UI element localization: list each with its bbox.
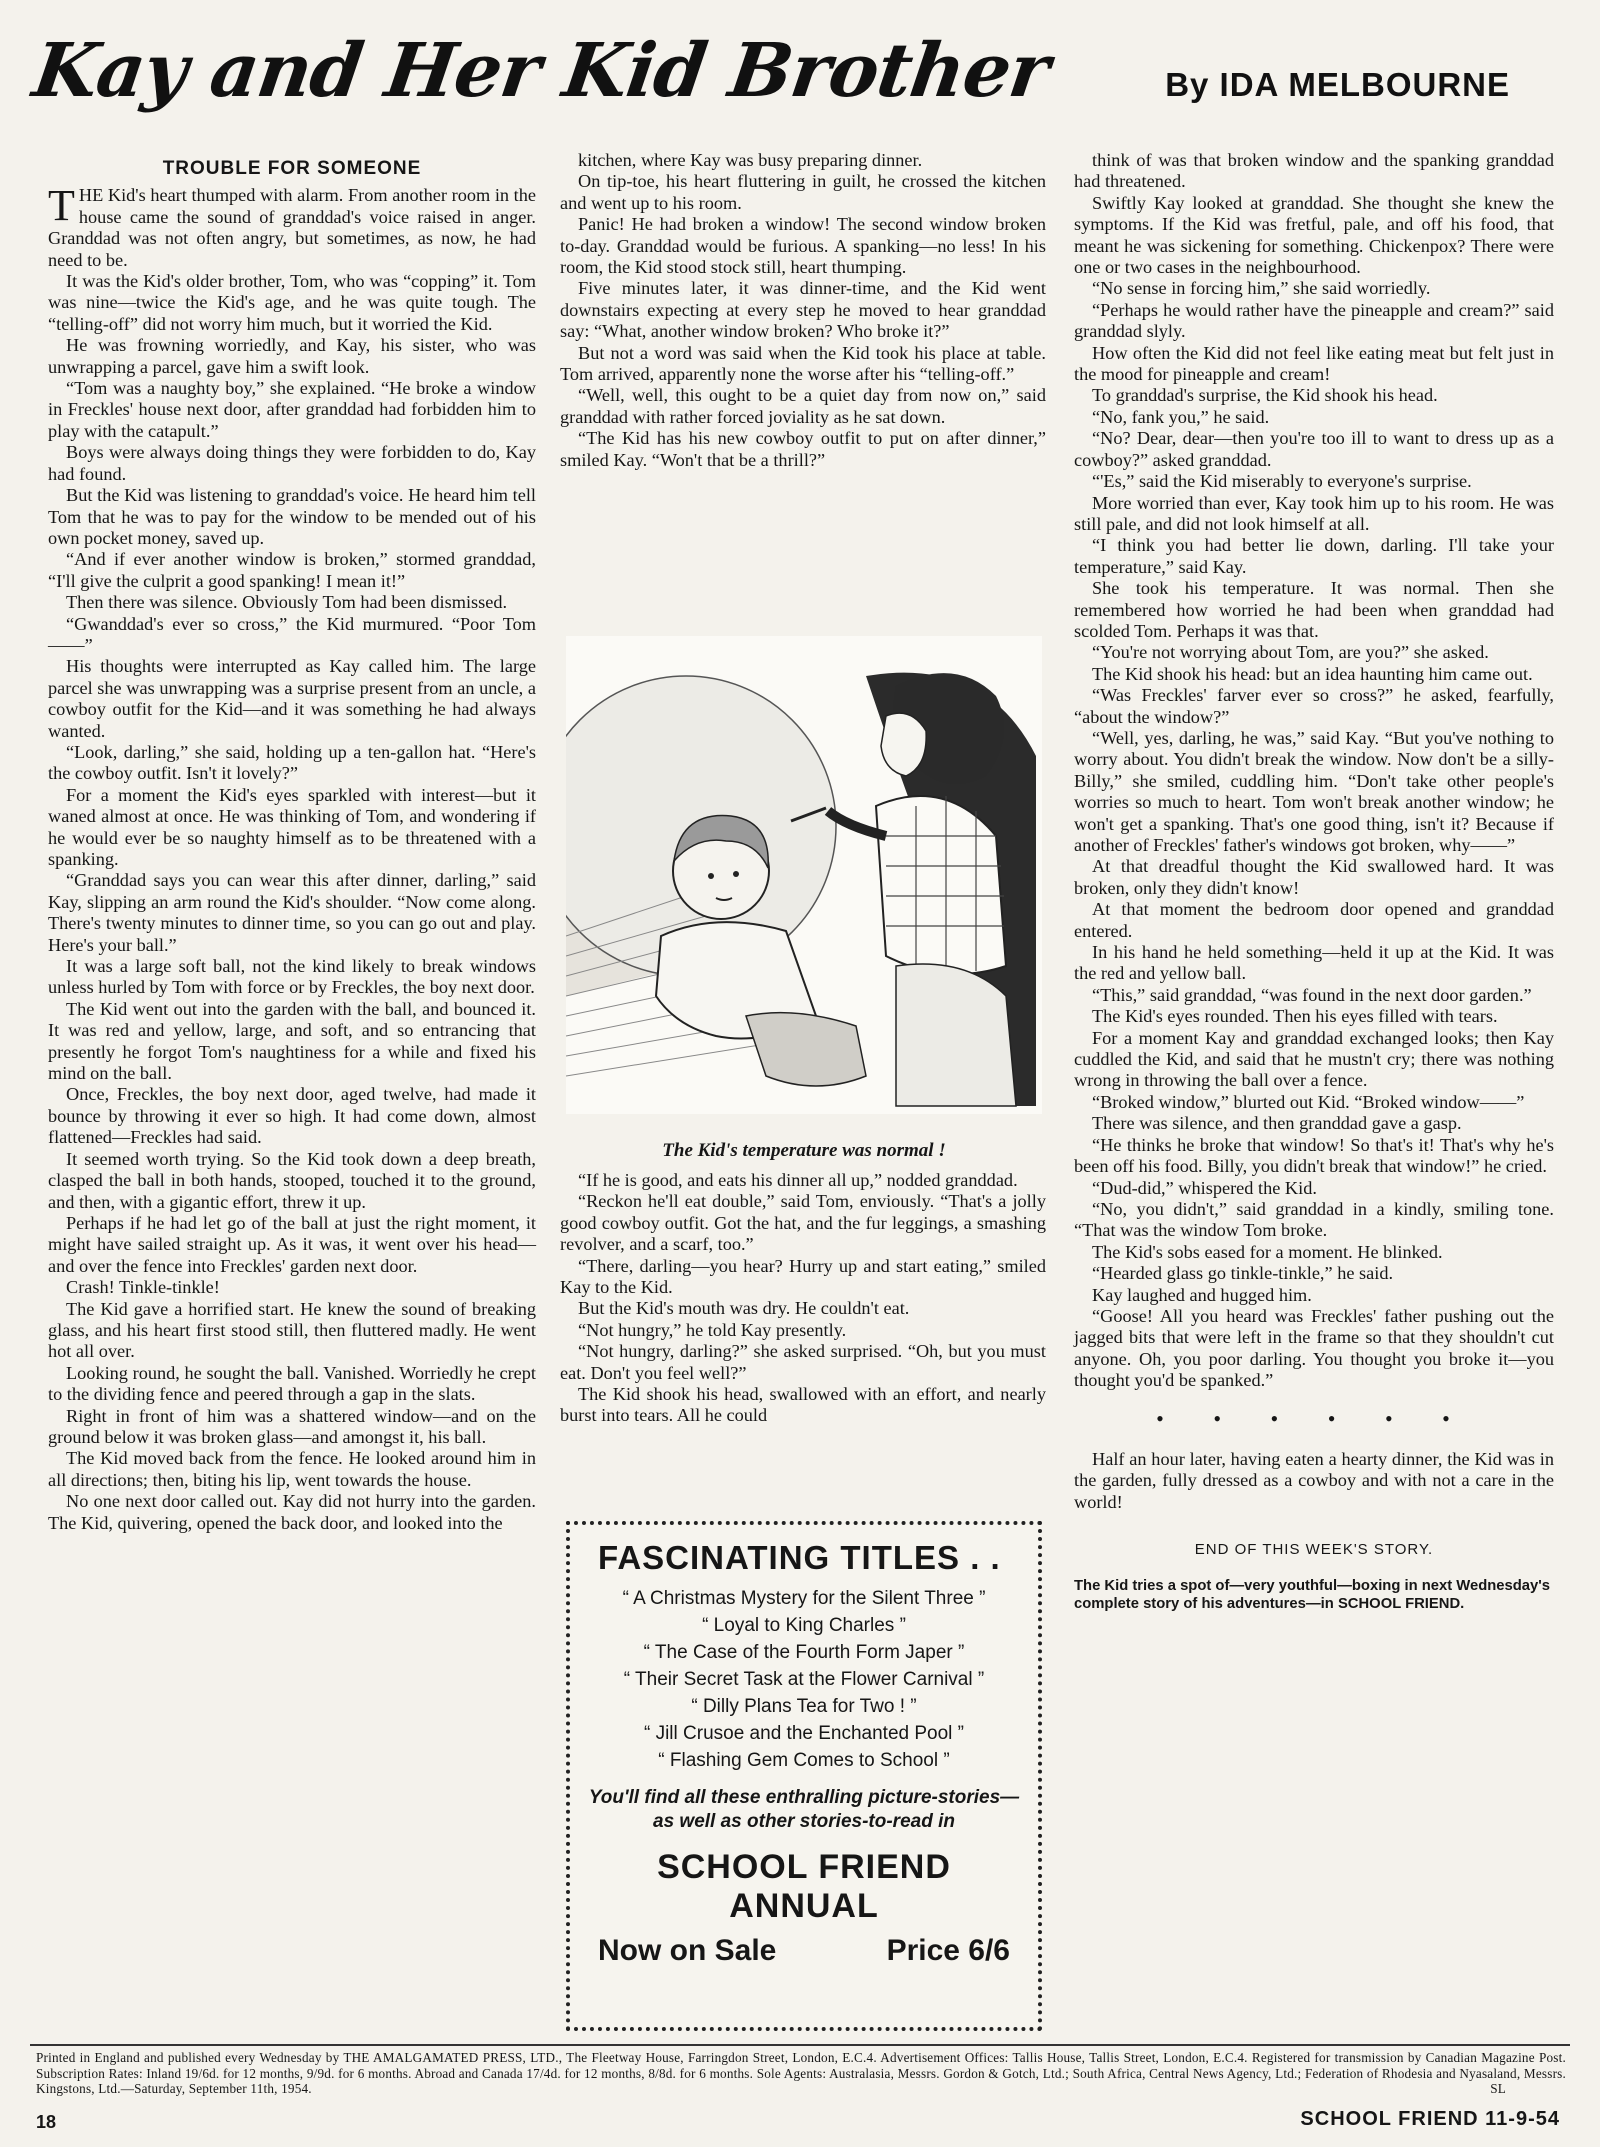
advert-title-item: “ A Christmas Mystery for the Silent Three ” <box>622 1588 986 1609</box>
paragraph: “Look, darling,” she said, holding up a ten-gallon hat. “Here's the cowboy outfit. Isn't it lovely?” <box>48 741 536 784</box>
paragraph: think of was that broken window and the spanking granddad had threatened. <box>1074 150 1554 192</box>
advert-title-item: “ Their Secret Task at the Flower Carnival ” <box>623 1669 985 1690</box>
paragraph: No one next door called out. Kay did not hurry into the garden. The Kid, quivering, opened the back door, and looked into the <box>48 1491 536 1533</box>
paragraph: In his hand he held something—held it up at the Kid. It was the red and yellow ball. <box>1074 942 1554 984</box>
paragraph: The Kid shook his head, swallowed with an effort, and nearly burst into tears. All he could <box>560 1384 1046 1426</box>
paragraph: At that dreadful thought the Kid swallowed hard. It was broken, only they didn't know! <box>1074 856 1554 898</box>
author-byline: By IDA MELBOURNE <box>1165 66 1510 103</box>
paragraph: “Gwanddad's ever so cross,” the Kid murmured. “Poor Tom——” <box>48 613 536 655</box>
paragraph: “Not hungry,” he told Kay presently. <box>578 1319 847 1340</box>
advert-price: Price 6/6 <box>886 1934 1010 1967</box>
paragraph: The Kid's sobs eased for a moment. He blinked. <box>1092 1241 1443 1262</box>
paragraph: “Hearded glass go tinkle-tinkle,” he said. <box>1092 1263 1394 1284</box>
paragraph: “Tom was a naughty boy,” she explained. “He broke a window in Freckles' house next door, after granddad had forbidden him to play with the catapult.” <box>48 378 536 441</box>
paragraph: To granddad's surprise, the Kid shook his head. <box>1092 385 1438 406</box>
final-paragraph: Half an hour later, having eaten a hearty dinner, the Kid was in the garden, fully dressed as a cowboy and with not a care in the world! <box>1074 1448 1554 1512</box>
paragraph: Right in front of him was a shattered window—and on the ground below it was broken glass—and amongst it, his ball. <box>48 1405 536 1447</box>
paragraph: Crash! Tinkle-tinkle! <box>66 1277 220 1298</box>
advert-heading: FASCINATING TITLES . . <box>598 1539 1001 1576</box>
paragraph: More worried than ever, Kay took him up to his room. He was still pale, and did not look himself at all. <box>1074 492 1554 534</box>
column-1 <box>48 150 536 1534</box>
advert-title-item: “ Loyal to King Charles ” <box>702 1615 906 1636</box>
paragraph: “Broked window,” blurted out Kid. “Broked window——” <box>1092 1091 1525 1112</box>
paragraph: “Reckon he'll eat double,” said Tom, enviously. “That's a jolly good cowboy outfit. Got the hat, and the fur leggings, a smashing revolver, and a scarf, too.” <box>560 1191 1046 1255</box>
paragraph: “No sense in forcing him,” she said worriedly. <box>1092 278 1431 299</box>
section-heading: TROUBLE FOR SOMEONE <box>162 158 422 179</box>
next-week-teaser: The Kid tries a spot of—very youthful—boxing in next Wednesday's complete story of his adventures—in SCHOOL FRIEND. <box>1074 1577 1550 1612</box>
paragraph: Then there was silence. Obviously Tom had been dismissed. <box>66 592 508 613</box>
paragraph: “The Kid has his new cowboy outfit to put on after dinner,” smiled Kay. “Won't that be a thrill?” <box>560 428 1046 470</box>
column-2-continued <box>560 1170 1046 1427</box>
paragraph: “I think you had better lie down, darling. I'll take your temperature,” said Kay. <box>1074 535 1554 577</box>
paragraph: “No? Dear, dear—then you're too ill to want to dress up as a cowboy?” asked granddad. <box>1074 428 1554 470</box>
paragraph: “You're not worrying about Tom, are you?” she asked. <box>1092 642 1489 663</box>
paragraph: “No, fank you,” he said. <box>1092 406 1270 427</box>
paragraph: Boys were always doing things they were forbidden to do, Kay had found. <box>48 442 536 484</box>
footer-divider <box>30 2044 1570 2046</box>
paragraph: He was frowning worriedly, and Kay, his sister, who was unwrapping a parcel, gave him a swift look. <box>48 335 536 377</box>
paragraph: It was the Kid's older brother, Tom, who was “copping” it. Tom was nine—twice the Kid's age, and he was quite tough. The “telling-off” did not worry him much, but it worried the Kid. <box>48 271 536 334</box>
paragraph: “No, you didn't,” said granddad in a kindly, smiling tone. “That was the window Tom broke. <box>1074 1198 1554 1241</box>
paragraph: Five minutes later, it was dinner-time, and the Kid went downstairs expecting at every step he moved to hear granddad say: “What, another window broken? Who broke it?” <box>560 278 1046 342</box>
paragraph: “Not hungry, darling?” she asked surprised. “Oh, but you must eat. Don't you feel well?” <box>560 1341 1046 1383</box>
story-header <box>27 28 1570 138</box>
paragraph: “If he is good, and eats his dinner all up,” nodded granddad. <box>578 1170 1018 1190</box>
paragraph: Perhaps if he had let go of the ball at just the right moment, it might have sailed straight up. As it was, it went over his head—and over the fence into Freckles' garden next door. <box>48 1212 536 1276</box>
column-1-paragraphs <box>48 271 536 1534</box>
paragraph: “Dud-did,” whispered the Kid. <box>1092 1177 1317 1198</box>
paragraph: For a moment Kay and granddad exchanged looks; then Kay cuddled the Kid, and said that he mustn't cry; there was nothing wrong in throwing the ball over a fence. <box>1074 1027 1554 1091</box>
paragraph: “Well, well, this ought to be a quiet day from now on,” said granddad with rather forced joviality as he sat down. <box>560 385 1046 427</box>
imprint-code: SL <box>1490 2081 1506 2097</box>
advert-title-item: “ Jill Crusoe and the Enchanted Pool ” <box>643 1723 964 1744</box>
paragraph: “Was Freckles' farver ever so cross?” he asked, fearfully, “about the window?” <box>1074 685 1554 727</box>
paragraph: It was a large soft ball, not the kind likely to break windows unless hurled by Tom with force or by Freckles, the boy next door. <box>48 956 536 998</box>
illustration-drawing <box>566 636 1042 1114</box>
paragraph: Panic! He had broken a window! The second window broken to-day. Granddad would be furious. A spanking—no less! In his room, the Kid stood stock still, heart thumping. <box>560 214 1046 278</box>
column-2-later-paragraphs <box>560 1170 1046 1427</box>
paragraph: “Perhaps he would rather have the pineapple and cream?” said granddad slyly. <box>1074 299 1554 342</box>
publisher-imprint: Printed in England and published every Wednesday by THE AMALGAMATED PRESS, LTD., The Fleetway House, Farringdon Street, London, E.C.4. Advertisement Offices: Tallis House, Tallis Street, London, E.C.4. Registered for transmission by Canadian Magazine Post. Subscription Rates: Inland 19/6d. for 12 months, 9/9d. for 6 months. Abroad and Canada 17/4d. for 12 months, 8/8d. for 6 months. Sole Agents: Australasia, Messrs. Gordon & Gotch, Ltd.; South Africa, Central News Agency, Ltd.; Federation of Rhodesia and Nyasaland, Messrs. Kingstons, Ltd.—Saturday, September 11th, 1954. SL <box>36 2050 1566 2097</box>
paragraph: The Kid gave a horrified start. He knew the sound of breaking glass, and his heart first stood still, then fluttered madly. He went hot all over. <box>48 1298 536 1362</box>
paragraph: His thoughts were interrupted as Kay called him. The large parcel she was unwrapping was a surprise present from an uncle, a cowboy outfit for the Kid—and it was something he had always wanted. <box>48 656 536 741</box>
paragraph: kitchen, where Kay was busy preparing dinner. <box>578 150 923 170</box>
paragraph: “And if ever another window is broken,” stormed granddad, “I'll give the culprit a good spanking! I mean it!” <box>48 549 536 591</box>
paragraph: There was silence, and then granddad gave a gasp. <box>1092 1113 1462 1134</box>
advert-note: You'll find all these enthralling picture-stories—as well as other stories-to-read in <box>588 1787 1020 1832</box>
story-title: Kay and Her Kid Brother <box>27 28 1054 114</box>
annual-advert-box <box>566 1521 1042 2031</box>
illustration-caption: The Kid's temperature was normal ! <box>662 1140 946 1161</box>
advert-title-item: “ Flashing Gem Comes to School ” <box>658 1750 950 1771</box>
paragraph: The Kid shook his head: but an idea haunting him came out. <box>1092 663 1533 684</box>
paragraph: “Granddad says you can wear this after dinner, darling,” said Kay, slipping an arm round the Kid's shoulder. “Now come along. There's twenty minutes to dinner time, so you can go out and play. Here's your ball.” <box>48 870 536 955</box>
paragraph: She took his temperature. It was normal. Then she remembered how worried he had been when granddad had scolded Tom. Perhaps it was that. <box>1074 578 1554 641</box>
advert-title-item: “ The Case of the Fourth Form Japer ” <box>643 1642 965 1663</box>
paragraph: How often the Kid did not feel like eating meat but felt just in the mood for pineapple and cream! <box>1074 342 1554 385</box>
paragraph: “'Es,” said the Kid miserably to everyone's surprise. <box>1092 471 1472 492</box>
paragraph: “Goose! All you heard was Freckles' father pushing out the jagged bits that were left in the frame so that they shouldn't cut anyone. Oh, you poor darling. You thought you broke it—you thought you'd be spanked.” <box>1074 1305 1554 1391</box>
advert-sale-line <box>588 1934 1020 1968</box>
paragraph: “There, darling—you hear? Hurry up and start eating,” smiled Kay to the Kid. <box>560 1255 1046 1298</box>
advert-title-item: “ Dilly Plans Tea for Two ! ” <box>691 1696 917 1717</box>
paragraph: But the Kid's mouth was dry. He couldn't eat. <box>578 1298 910 1319</box>
page-number: 18 <box>36 2112 57 2132</box>
magazine-footer: SCHOOL FRIEND 11-9-54 <box>1300 2108 1560 2130</box>
drop-cap: T <box>48 181 75 231</box>
column-2-paragraphs <box>560 150 1046 471</box>
paragraph: The Kid moved back from the fence. He looked around him in all directions; then, biting his lip, went towards the house. <box>48 1448 536 1490</box>
advert-on-sale: Now on Sale <box>598 1934 777 1967</box>
paragraph: For a moment the Kid's eyes sparkled with interest—but it waned almost at once. He was thinking of Tom, and wondering if he would ever be so naughty himself as to be threatened with a spanking. <box>48 784 536 869</box>
column-3 <box>1074 150 1554 1613</box>
column-3-paragraphs <box>1074 150 1554 1392</box>
paragraph: On tip-toe, his heart fluttering in guilt, he crossed the kitchen and went up to his room. <box>560 171 1046 213</box>
paragraph: The Kid's eyes rounded. Then his eyes filled with tears. <box>1092 1006 1498 1027</box>
paragraph: The Kid went out into the garden with the ball, and bounced it. It was red and yellow, large, and soft, and so entrancing that presently he forgot Tom's naughtiness for a while and fixed his mind on the ball. <box>48 998 536 1084</box>
paragraph: But the Kid was listening to granddad's voice. He heard him tell Tom that he was to pay for the window to be mended out of his own pocket money, saved up. <box>48 485 536 548</box>
paragraph: Kay laughed and hugged him. <box>1092 1284 1312 1305</box>
paragraph: “Well, yes, darling, he was,” said Kay. “But you've nothing to worry about. You didn't break the window. Now don't be a silly-Billy,” she smiled, cuddling him. “Don't take other people's worries so much to heart. Tom won't break another window; he won't get a spanking. That's one good thing, isn't it? Because if another of Freckles' father's windows got broken, why——” <box>1074 727 1554 855</box>
paragraph: Looking round, he sought the ball. Vanished. Worriedly he crept to the dividing fence and peered through a gap in the slats. <box>48 1362 536 1405</box>
opening-paragraph: THE Kid's heart thumped with alarm. From another room in the house came the sound of granddad's voice raised in anger. Granddad was not often angry, but sometimes, as now, he had need to be. <box>48 181 536 270</box>
section-break-dots: • • • • • • <box>1156 1405 1472 1431</box>
paragraph: It seemed worth trying. So the Kid took down a deep breath, clasped the ball in both hands, stooped, touched it to the ground, and then, with a gigantic effort, threw it up. <box>48 1148 536 1212</box>
paragraph: “This,” said granddad, “was found in the next door garden.” <box>1092 984 1532 1005</box>
paragraph: At that moment the bedroom door opened and granddad entered. <box>1074 899 1554 941</box>
advert-annual-name: SCHOOL FRIEND ANNUAL <box>657 1848 951 1925</box>
paragraph: Once, Freckles, the boy next door, aged twelve, had made it bounce by throwing it ever so high. It had come down, almost flattened—Freckles had said. <box>48 1084 536 1148</box>
paragraph: But not a word was said when the Kid took his place at table. Tom arrived, apparently none the worse after his “telling-off.” <box>560 342 1046 385</box>
column-2 <box>560 150 1046 471</box>
advert-title-list <box>588 1587 1020 1772</box>
end-of-story-note: END OF THIS WEEK'S STORY. <box>1194 1541 1434 1559</box>
paragraph: “He thinks he broke that window! So that's it! That's why he's been off his food. Billy, you didn't break that window!” he cried. <box>1074 1134 1554 1177</box>
paragraph: Swiftly Kay looked at granddad. She thought she knew the symptoms. If the Kid was fretful, pale, and off his food, that meant he was sickening for something. Chickenpox? There were one or two cases in the neighbourhood. <box>1074 192 1554 278</box>
story-illustration <box>566 636 1042 1114</box>
